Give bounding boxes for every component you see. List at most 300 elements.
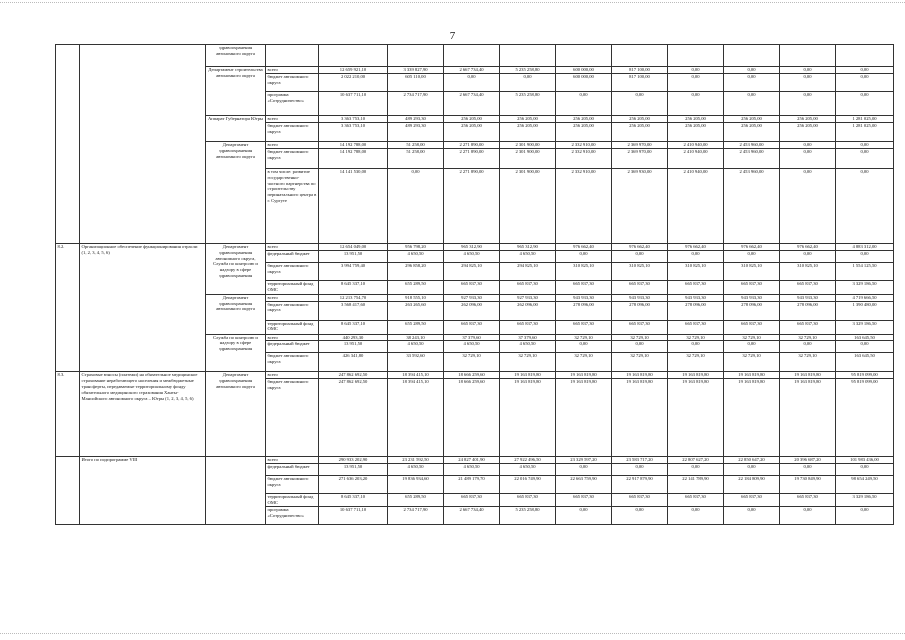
amount-cell: 32 729,10 bbox=[612, 334, 668, 341]
amount-cell: 600 000,00 bbox=[556, 67, 612, 74]
amount-cell: 0,00 bbox=[780, 341, 836, 353]
page-number: 7 bbox=[449, 30, 456, 42]
amount-cell: 19 163 819,80 bbox=[780, 379, 836, 457]
amount-cell: 13 951,50 bbox=[319, 464, 388, 476]
amount-cell: 163 645,50 bbox=[836, 353, 894, 372]
funding-source-cell: всего bbox=[266, 141, 319, 148]
amount-cell: 0,00 bbox=[668, 464, 724, 476]
amount-cell: 0,00 bbox=[836, 141, 894, 148]
funding-source-cell: бюджет автономного округа bbox=[266, 476, 319, 494]
amount-cell: 14 192 788,00 bbox=[319, 148, 388, 168]
amount-cell bbox=[556, 45, 612, 67]
amount-cell: 18 394 415,10 bbox=[388, 379, 444, 457]
amount-cell: 24 827 401,90 bbox=[444, 457, 500, 464]
amount-cell: 278 096,00 bbox=[780, 301, 836, 320]
amount-cell: 0,00 bbox=[836, 67, 894, 74]
responsible-cell: Аппарат Губернатора Югры bbox=[206, 115, 266, 141]
amount-cell: 0,00 bbox=[612, 91, 668, 115]
amount-cell: 0,00 bbox=[780, 73, 836, 91]
responsible-cell bbox=[206, 457, 266, 525]
amount-cell: 8 645 337,10 bbox=[319, 280, 388, 294]
funding-source-cell: бюджет автономного округа bbox=[266, 73, 319, 91]
amount-cell: 1 281 025,00 bbox=[836, 115, 894, 122]
scan-edge-top bbox=[0, 2, 905, 3]
scan-edge-bottom bbox=[0, 633, 905, 634]
amount-cell: 0,00 bbox=[668, 250, 724, 262]
funding-source-cell: территориальный фонд ОМС bbox=[266, 494, 319, 507]
amount-cell: 12 654 049,00 bbox=[319, 243, 388, 250]
funding-source-cell: бюджет автономного округа bbox=[266, 262, 319, 280]
amount-cell: 0,00 bbox=[724, 91, 780, 115]
amount-cell: 605 110,00 bbox=[388, 73, 444, 91]
responsible-cell: Департамент здравоохранения автономного округа, Служба по контролю и надзору в сфере здравоохранения bbox=[206, 243, 266, 294]
amount-cell: 310 825,10 bbox=[612, 262, 668, 280]
amount-cell: 19 836 934,60 bbox=[388, 476, 444, 494]
amount-cell: 665 837,30 bbox=[612, 320, 668, 334]
amount-cell bbox=[780, 45, 836, 67]
amount-cell: 4 650,50 bbox=[500, 250, 556, 262]
amount-cell: 20 396 687,20 bbox=[780, 457, 836, 464]
amount-cell: 32 729,10 bbox=[780, 334, 836, 341]
amount-cell: 247 862 692,50 bbox=[319, 379, 388, 457]
item-code-cell: 8.2. bbox=[56, 243, 80, 372]
amount-cell: 18 666 259,60 bbox=[444, 372, 500, 379]
amount-cell: 665 837,30 bbox=[444, 494, 500, 507]
amount-cell: 256 205,00 bbox=[780, 122, 836, 141]
amount-cell: 655 289,50 bbox=[388, 320, 444, 334]
amount-cell: 294 825,10 bbox=[500, 262, 556, 280]
amount-cell: 38 243,10 bbox=[388, 334, 444, 341]
funding-source-cell: федеральный бюджет bbox=[266, 250, 319, 262]
amount-cell: 956 798,20 bbox=[388, 243, 444, 250]
amount-cell: 32 729,10 bbox=[724, 353, 780, 372]
item-code-cell bbox=[56, 45, 80, 244]
amount-cell: 665 837,30 bbox=[612, 494, 668, 507]
item-name-cell bbox=[80, 45, 206, 244]
amount-cell: 0,00 bbox=[724, 464, 780, 476]
amount-cell: 0,00 bbox=[836, 341, 894, 353]
amount-cell: 2 369 970,00 bbox=[612, 148, 668, 168]
amount-cell: 665 837,30 bbox=[724, 320, 780, 334]
amount-cell: 294 825,10 bbox=[444, 262, 500, 280]
amount-cell: 310 825,10 bbox=[724, 262, 780, 280]
amount-cell: 32 729,10 bbox=[668, 334, 724, 341]
amount-cell: 0,00 bbox=[556, 250, 612, 262]
amount-cell: 1 554 125,50 bbox=[836, 262, 894, 280]
amount-cell: 22 917 879,90 bbox=[612, 476, 668, 494]
amount-cell: 2 453 960,00 bbox=[724, 168, 780, 243]
table-row bbox=[56, 457, 894, 464]
amount-cell: 0,00 bbox=[724, 67, 780, 74]
amount-cell: 2 667 734,40 bbox=[444, 507, 500, 525]
amount-cell: 0,00 bbox=[780, 507, 836, 525]
amount-cell: 10 637 711,10 bbox=[319, 507, 388, 525]
amount-cell: 256 205,00 bbox=[612, 115, 668, 122]
amount-cell: 256 205,00 bbox=[500, 115, 556, 122]
amount-cell: 665 837,30 bbox=[668, 280, 724, 294]
amount-cell bbox=[668, 45, 724, 67]
funding-source-cell: бюджет автономного округа bbox=[266, 148, 319, 168]
funding-source-cell: территориальный фонд ОМС bbox=[266, 320, 319, 334]
amount-cell: 256 205,00 bbox=[668, 122, 724, 141]
funding-source-cell: бюджет автономного округа bbox=[266, 379, 319, 457]
amount-cell: 665 837,30 bbox=[668, 494, 724, 507]
amount-cell: 95 819 099,00 bbox=[836, 372, 894, 379]
amount-cell: 2 667 734,40 bbox=[444, 91, 500, 115]
amount-cell: 0,00 bbox=[836, 250, 894, 262]
responsible-cell: Служба по контролю и надзору в сфере здравоохранения bbox=[206, 334, 266, 372]
amount-cell: 665 837,30 bbox=[556, 280, 612, 294]
amount-cell bbox=[319, 45, 388, 67]
amount-cell: 2 271 890,00 bbox=[444, 148, 500, 168]
amount-cell: 23 329 597,20 bbox=[556, 457, 612, 464]
funding-source-cell: бюджет автономного округа bbox=[266, 301, 319, 320]
amount-cell: 19 730 849,90 bbox=[780, 476, 836, 494]
amount-cell: 976 662,40 bbox=[724, 243, 780, 250]
amount-cell: 22 850 647,20 bbox=[724, 457, 780, 464]
amount-cell: 0,00 bbox=[388, 168, 444, 243]
responsible-cell: Департамент строительства автономного округа bbox=[206, 67, 266, 116]
amount-cell: 262 096,00 bbox=[500, 301, 556, 320]
amount-cell: 12 659 921,10 bbox=[319, 67, 388, 74]
amount-cell: 4 650,50 bbox=[444, 341, 500, 353]
amount-cell: 256 205,00 bbox=[612, 122, 668, 141]
amount-cell: 4 719 666,50 bbox=[836, 294, 894, 301]
amount-cell: 256 205,00 bbox=[444, 115, 500, 122]
amount-cell: 27 922 496,50 bbox=[500, 457, 556, 464]
amount-cell bbox=[388, 45, 444, 67]
funding-source-cell: в том числе: развитие государственно-частного партнерства по строительству перинатального центра в г. Сургуте bbox=[266, 168, 319, 243]
amount-cell: 263 265,60 bbox=[388, 301, 444, 320]
amount-cell: 0,00 bbox=[668, 73, 724, 91]
amount-cell: 3 329 186,50 bbox=[836, 280, 894, 294]
amount-cell: 101 983 436,00 bbox=[836, 457, 894, 464]
amount-cell: 943 933,30 bbox=[668, 294, 724, 301]
table-row bbox=[56, 372, 894, 379]
funding-source-cell: всего bbox=[266, 67, 319, 74]
amount-cell: 2 410 940,00 bbox=[668, 168, 724, 243]
amount-cell: 965 312,90 bbox=[444, 243, 500, 250]
amount-cell: 19 163 819,80 bbox=[556, 379, 612, 457]
amount-cell: 256 205,00 bbox=[724, 122, 780, 141]
amount-cell: 32 729,10 bbox=[780, 353, 836, 372]
amount-cell: 2 332 910,00 bbox=[556, 148, 612, 168]
amount-cell: 0,00 bbox=[612, 507, 668, 525]
amount-cell: 22 184 809,90 bbox=[724, 476, 780, 494]
amount-cell: 2 453 960,00 bbox=[724, 148, 780, 168]
funding-source-cell: федеральный бюджет bbox=[266, 464, 319, 476]
amount-cell: 0,00 bbox=[612, 250, 668, 262]
amount-cell: 278 096,00 bbox=[612, 301, 668, 320]
amount-cell: 2 410 940,00 bbox=[668, 148, 724, 168]
amount-cell: 18 666 259,60 bbox=[444, 379, 500, 457]
amount-cell: 1 281 025,00 bbox=[836, 122, 894, 141]
amount-cell: 2 271 890,00 bbox=[444, 141, 500, 148]
amount-cell: 8 645 337,10 bbox=[319, 494, 388, 507]
amount-cell: 0,00 bbox=[780, 250, 836, 262]
amount-cell: 18 394 415,10 bbox=[388, 372, 444, 379]
amount-cell: 22 016 749,90 bbox=[500, 476, 556, 494]
amount-cell: 5 235 258,80 bbox=[500, 507, 556, 525]
item-name-cell: Организационное обеспечение функционирования отрасли (1, 2, 3, 4, 5, 6) bbox=[80, 243, 206, 372]
responsible-cell: здравоохранения автономного округа bbox=[206, 45, 266, 67]
amount-cell: 1 390 480,00 bbox=[836, 301, 894, 320]
amount-cell: 965 312,90 bbox=[500, 243, 556, 250]
amount-cell: 13 951,50 bbox=[319, 250, 388, 262]
amount-cell: 278 096,00 bbox=[668, 301, 724, 320]
amount-cell: 22 141 789,90 bbox=[668, 476, 724, 494]
amount-cell: 310 825,10 bbox=[780, 262, 836, 280]
amount-cell: 2 369 970,00 bbox=[612, 141, 668, 148]
amount-cell: 3 363 753,10 bbox=[319, 115, 388, 122]
amount-cell: 665 837,30 bbox=[724, 280, 780, 294]
amount-cell: 21 489 179,70 bbox=[444, 476, 500, 494]
amount-cell: 817 100,00 bbox=[612, 67, 668, 74]
amount-cell: 3 994 759,40 bbox=[319, 262, 388, 280]
amount-cell: 2 369 930,00 bbox=[612, 168, 668, 243]
amount-cell: 3 329 186,50 bbox=[836, 320, 894, 334]
amount-cell: 943 933,30 bbox=[780, 294, 836, 301]
amount-cell: 2 301 900,00 bbox=[500, 141, 556, 148]
amount-cell: 0,00 bbox=[556, 91, 612, 115]
amount-cell: 5 235 258,80 bbox=[500, 91, 556, 115]
amount-cell bbox=[836, 45, 894, 67]
amount-cell: 256 205,00 bbox=[556, 115, 612, 122]
amount-cell: 2 332 910,00 bbox=[556, 168, 612, 243]
amount-cell: 665 837,30 bbox=[780, 494, 836, 507]
amount-cell: 19 163 819,80 bbox=[780, 372, 836, 379]
amount-cell: 2 332 910,00 bbox=[556, 141, 612, 148]
funding-source-cell: бюджет автономного округа bbox=[266, 122, 319, 141]
amount-cell: 0,00 bbox=[780, 67, 836, 74]
amount-cell: 655 289,50 bbox=[388, 280, 444, 294]
amount-cell: 927 933,30 bbox=[500, 294, 556, 301]
amount-cell: 489 293,30 bbox=[388, 122, 444, 141]
amount-cell: 4 883 312,00 bbox=[836, 243, 894, 250]
amount-cell: 0,00 bbox=[836, 507, 894, 525]
funding-source-cell: всего bbox=[266, 457, 319, 464]
amount-cell: 943 933,30 bbox=[556, 294, 612, 301]
funding-source-cell: всего bbox=[266, 243, 319, 250]
amount-cell bbox=[724, 45, 780, 67]
amount-cell bbox=[612, 45, 668, 67]
amount-cell: 296 858,20 bbox=[388, 262, 444, 280]
amount-cell: 19 163 819,80 bbox=[724, 379, 780, 457]
responsible-cell: Департамент здравоохранения автономного округа bbox=[206, 372, 266, 457]
amount-cell: 0,00 bbox=[724, 341, 780, 353]
amount-cell: 0,00 bbox=[780, 148, 836, 168]
item-code-cell bbox=[56, 457, 80, 525]
amount-cell: 19 163 819,80 bbox=[612, 379, 668, 457]
amount-cell: 0,00 bbox=[556, 464, 612, 476]
amount-cell: 817 100,00 bbox=[612, 73, 668, 91]
amount-cell: 23 231 592,50 bbox=[388, 457, 444, 464]
amount-cell: 256 205,00 bbox=[500, 122, 556, 141]
funding-source-cell: всего bbox=[266, 294, 319, 301]
amount-cell: 665 837,30 bbox=[500, 280, 556, 294]
amount-cell: 976 662,40 bbox=[780, 243, 836, 250]
amount-cell: 918 555,10 bbox=[388, 294, 444, 301]
amount-cell: 32 729,10 bbox=[612, 353, 668, 372]
amount-cell: 0,00 bbox=[836, 73, 894, 91]
amount-cell: 665 837,30 bbox=[780, 280, 836, 294]
amount-cell: 0,00 bbox=[444, 73, 500, 91]
item-code-cell: 8.3. bbox=[56, 372, 80, 457]
table-row bbox=[56, 45, 894, 67]
funding-source-cell: всего bbox=[266, 334, 319, 341]
amount-cell: 665 837,30 bbox=[780, 320, 836, 334]
amount-cell: 665 837,30 bbox=[612, 280, 668, 294]
amount-cell: 10 637 711,10 bbox=[319, 91, 388, 115]
amount-cell: 665 837,30 bbox=[556, 494, 612, 507]
funding-source-cell bbox=[266, 45, 319, 67]
funding-source-cell: программа «Сотрудничество» bbox=[266, 507, 319, 525]
amount-cell: 5 235 258,80 bbox=[500, 67, 556, 74]
amount-cell: 12 213 754,70 bbox=[319, 294, 388, 301]
amount-cell: 665 837,30 bbox=[556, 320, 612, 334]
amount-cell: 2 734 717,90 bbox=[388, 507, 444, 525]
amount-cell: 271 636 203,20 bbox=[319, 476, 388, 494]
amount-cell: 655 289,50 bbox=[388, 494, 444, 507]
amount-cell: 278 096,00 bbox=[724, 301, 780, 320]
funding-source-cell: федеральный бюджет bbox=[266, 341, 319, 353]
amount-cell: 976 662,40 bbox=[556, 243, 612, 250]
amount-cell: 37 379,60 bbox=[444, 334, 500, 341]
amount-cell: 256 205,00 bbox=[444, 122, 500, 141]
amount-cell: 0,00 bbox=[780, 464, 836, 476]
amount-cell: 23 583 717,20 bbox=[612, 457, 668, 464]
amount-cell: 943 933,30 bbox=[612, 294, 668, 301]
amount-cell: 22 663 759,90 bbox=[556, 476, 612, 494]
amount-cell: 0,00 bbox=[724, 73, 780, 91]
amount-cell: 600 000,00 bbox=[556, 73, 612, 91]
amount-cell: 0,00 bbox=[668, 67, 724, 74]
amount-cell: 262 096,00 bbox=[444, 301, 500, 320]
amount-cell: 2 734 717,90 bbox=[388, 91, 444, 115]
amount-cell: 19 163 819,80 bbox=[500, 379, 556, 457]
amount-cell: 256 205,00 bbox=[780, 115, 836, 122]
amount-cell: 0,00 bbox=[836, 148, 894, 168]
budget-table bbox=[55, 44, 894, 525]
amount-cell: 19 163 819,80 bbox=[668, 379, 724, 457]
amount-cell: 665 837,30 bbox=[500, 494, 556, 507]
amount-cell: 2 667 734,40 bbox=[444, 67, 500, 74]
amount-cell: 3 329 186,50 bbox=[836, 494, 894, 507]
amount-cell: 310 825,10 bbox=[556, 262, 612, 280]
amount-cell: 95 819 099,00 bbox=[836, 379, 894, 457]
amount-cell: 3 363 753,10 bbox=[319, 122, 388, 141]
amount-cell: 927 933,30 bbox=[444, 294, 500, 301]
funding-source-cell: бюджет автономного округа bbox=[266, 353, 319, 372]
amount-cell: 0,00 bbox=[500, 73, 556, 91]
responsible-cell: Департамент здравоохранения автономного округа bbox=[206, 141, 266, 243]
amount-cell: 3 568 417,60 bbox=[319, 301, 388, 320]
amount-cell: 14 192 788,00 bbox=[319, 141, 388, 148]
amount-cell: 665 837,30 bbox=[500, 320, 556, 334]
amount-cell: 0,00 bbox=[668, 91, 724, 115]
amount-cell: 0,00 bbox=[668, 507, 724, 525]
amount-cell: 19 163 819,80 bbox=[668, 372, 724, 379]
amount-cell: 976 662,40 bbox=[668, 243, 724, 250]
amount-cell: 2 301 900,00 bbox=[500, 168, 556, 243]
amount-cell: 14 141 530,00 bbox=[319, 168, 388, 243]
amount-cell bbox=[444, 45, 500, 67]
amount-cell: 0,00 bbox=[724, 507, 780, 525]
amount-cell: 665 837,30 bbox=[444, 280, 500, 294]
amount-cell: 290 933 202,90 bbox=[319, 457, 388, 464]
amount-cell: 0,00 bbox=[836, 464, 894, 476]
amount-cell: 0,00 bbox=[780, 168, 836, 243]
amount-cell: 0,00 bbox=[836, 168, 894, 243]
amount-cell: 3 339 827,90 bbox=[388, 67, 444, 74]
amount-cell: 2 271 890,00 bbox=[444, 168, 500, 243]
amount-cell: 256 205,00 bbox=[668, 115, 724, 122]
amount-cell: 32 729,10 bbox=[668, 353, 724, 372]
amount-cell: 2 453 960,00 bbox=[724, 141, 780, 148]
amount-cell: 4 650,50 bbox=[388, 250, 444, 262]
responsible-cell: Департамент здравоохранения автономного округа bbox=[206, 294, 266, 334]
amount-cell: 13 951,50 bbox=[319, 341, 388, 353]
funding-source-cell: всего bbox=[266, 372, 319, 379]
amount-cell: 0,00 bbox=[556, 341, 612, 353]
amount-cell: 32 729,10 bbox=[724, 334, 780, 341]
amount-cell: 0,00 bbox=[724, 250, 780, 262]
item-name-cell: Итого по подпрограмме VIII bbox=[80, 457, 206, 525]
amount-cell: 4 650,50 bbox=[500, 341, 556, 353]
amount-cell: 4 650,50 bbox=[388, 341, 444, 353]
amount-cell bbox=[500, 45, 556, 67]
amount-cell: 37 379,60 bbox=[500, 334, 556, 341]
amount-cell: 665 837,30 bbox=[444, 320, 500, 334]
amount-cell: 2 022 210,00 bbox=[319, 73, 388, 91]
amount-cell: 98 654 249,50 bbox=[836, 476, 894, 494]
amount-cell: 426 341,80 bbox=[319, 353, 388, 372]
amount-cell: 0,00 bbox=[668, 341, 724, 353]
amount-cell: 247 862 692,50 bbox=[319, 372, 388, 379]
amount-cell: 943 933,30 bbox=[724, 294, 780, 301]
amount-cell: 19 163 819,80 bbox=[556, 372, 612, 379]
amount-cell: 0,00 bbox=[836, 91, 894, 115]
amount-cell: 2 301 900,00 bbox=[500, 148, 556, 168]
amount-cell: 33 592,60 bbox=[388, 353, 444, 372]
amount-cell: 4 650,50 bbox=[388, 464, 444, 476]
amount-cell: 51 258,00 bbox=[388, 141, 444, 148]
amount-cell: 0,00 bbox=[780, 91, 836, 115]
table-row bbox=[56, 243, 894, 250]
amount-cell: 0,00 bbox=[780, 141, 836, 148]
amount-cell: 2 410 940,00 bbox=[668, 141, 724, 148]
amount-cell: 310 825,10 bbox=[668, 262, 724, 280]
funding-source-cell: всего bbox=[266, 115, 319, 122]
amount-cell: 22 807 627,20 bbox=[668, 457, 724, 464]
funding-source-cell: программа «Сотрудничество» bbox=[266, 91, 319, 115]
amount-cell: 51 258,00 bbox=[388, 148, 444, 168]
amount-cell: 32 729,10 bbox=[444, 353, 500, 372]
amount-cell: 163 645,50 bbox=[836, 334, 894, 341]
amount-cell: 19 163 819,80 bbox=[724, 372, 780, 379]
amount-cell: 4 650,50 bbox=[500, 464, 556, 476]
amount-cell: 976 662,40 bbox=[612, 243, 668, 250]
item-name-cell: Страховые взносы (платежи) на обязательное медицинское страхование неработающего населения и межбюджетные трансферты, передаваемые территориальному фонду обязательного медицинского страхования Ханты-Мансийского автономного округа – Югры (1, 2, 3, 4, 5, 6) bbox=[80, 372, 206, 457]
amount-cell: 4 650,50 bbox=[444, 250, 500, 262]
amount-cell: 0,00 bbox=[612, 341, 668, 353]
amount-cell: 19 163 819,80 bbox=[500, 372, 556, 379]
amount-cell: 32 729,10 bbox=[556, 334, 612, 341]
amount-cell: 440 293,30 bbox=[319, 334, 388, 341]
amount-cell: 665 837,30 bbox=[724, 494, 780, 507]
amount-cell: 32 729,10 bbox=[556, 353, 612, 372]
amount-cell: 32 729,10 bbox=[500, 353, 556, 372]
